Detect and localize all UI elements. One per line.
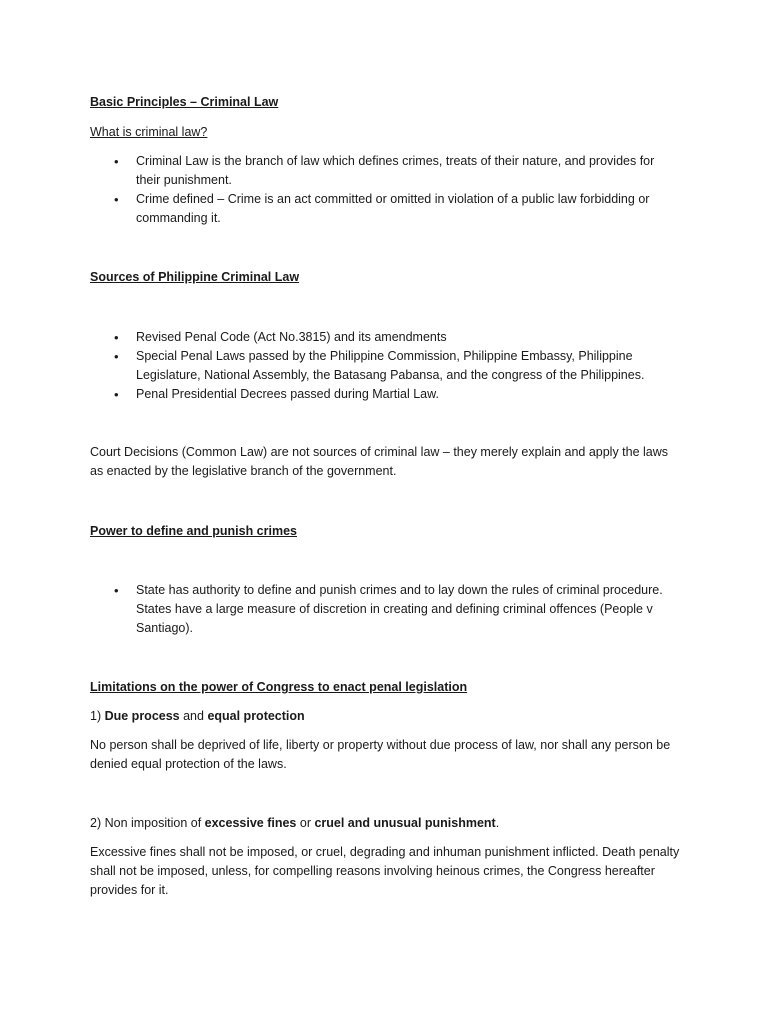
- sources-heading: Sources of Philippine Criminal Law: [90, 270, 300, 284]
- list-item: • Revised Penal Code (Act No.3815) and its amendments: [90, 328, 682, 347]
- limitation-2-joiner: or: [296, 816, 315, 830]
- what-is-list: [90, 152, 682, 228]
- list-item: • Criminal Law is the branch of law which defines crimes, treats of their nature, and provides for their punishment.: [90, 152, 682, 190]
- limitation-2-suffix: .: [495, 816, 500, 830]
- limitation-1-joiner: and: [179, 709, 208, 723]
- equal-protection-term: equal protection: [207, 709, 305, 723]
- limitation-1-prefix: 1): [90, 709, 105, 723]
- sources-note: Court Decisions (Common Law) are not sources of criminal law – they merely explain and apply the laws as enacted by the legislative branch of the government.: [90, 445, 669, 478]
- what-is-question: What is criminal law?: [90, 125, 208, 139]
- list-item: • Special Penal Laws passed by the Philippine Commission, Philippine Embassy, Philippine Legislature, National Assembly, the Batasang Pabansa, and the congress of the Philippines.: [90, 347, 682, 385]
- list-item: • Penal Presidential Decrees passed during Martial Law.: [90, 385, 682, 404]
- excessive-fines-term: excessive fines: [204, 816, 297, 830]
- power-list: [90, 581, 682, 638]
- limitation-2-text: Excessive fines shall not be imposed, or cruel, degrading and inhuman punishment inflicted. Death penalty shall not be imposed, unless, for compelling reasons involving heinous crimes, the Congress hereafter provides for it.: [90, 845, 680, 897]
- list-item: • State has authority to define and punish crimes and to lay down the rules of criminal procedure. States have a large measure of discretion in creating and defining criminal offences (People v Santiago).: [90, 581, 682, 638]
- limitation-1-text: No person shall be deprived of life, liberty or property without due process of law, nor shall any person be denied equal protection of the laws.: [90, 738, 671, 771]
- limitation-2-prefix: 2) Non imposition of: [90, 816, 205, 830]
- sources-list: [90, 328, 682, 404]
- document-title: Basic Principles – Criminal Law: [90, 95, 279, 109]
- limitations-heading: Limitations on the power of Congress to enact penal legislation: [90, 680, 468, 694]
- list-item: • Crime defined – Crime is an act committed or omitted in violation of a public law forbidding or commanding it.: [90, 190, 682, 228]
- limitation-2-title: [90, 814, 682, 833]
- power-heading: Power to define and punish crimes: [90, 524, 297, 538]
- limitation-1-title: [90, 707, 682, 726]
- cruel-punishment-term: cruel and unusual punishment: [314, 816, 496, 830]
- due-process-term: Due process: [104, 709, 180, 723]
